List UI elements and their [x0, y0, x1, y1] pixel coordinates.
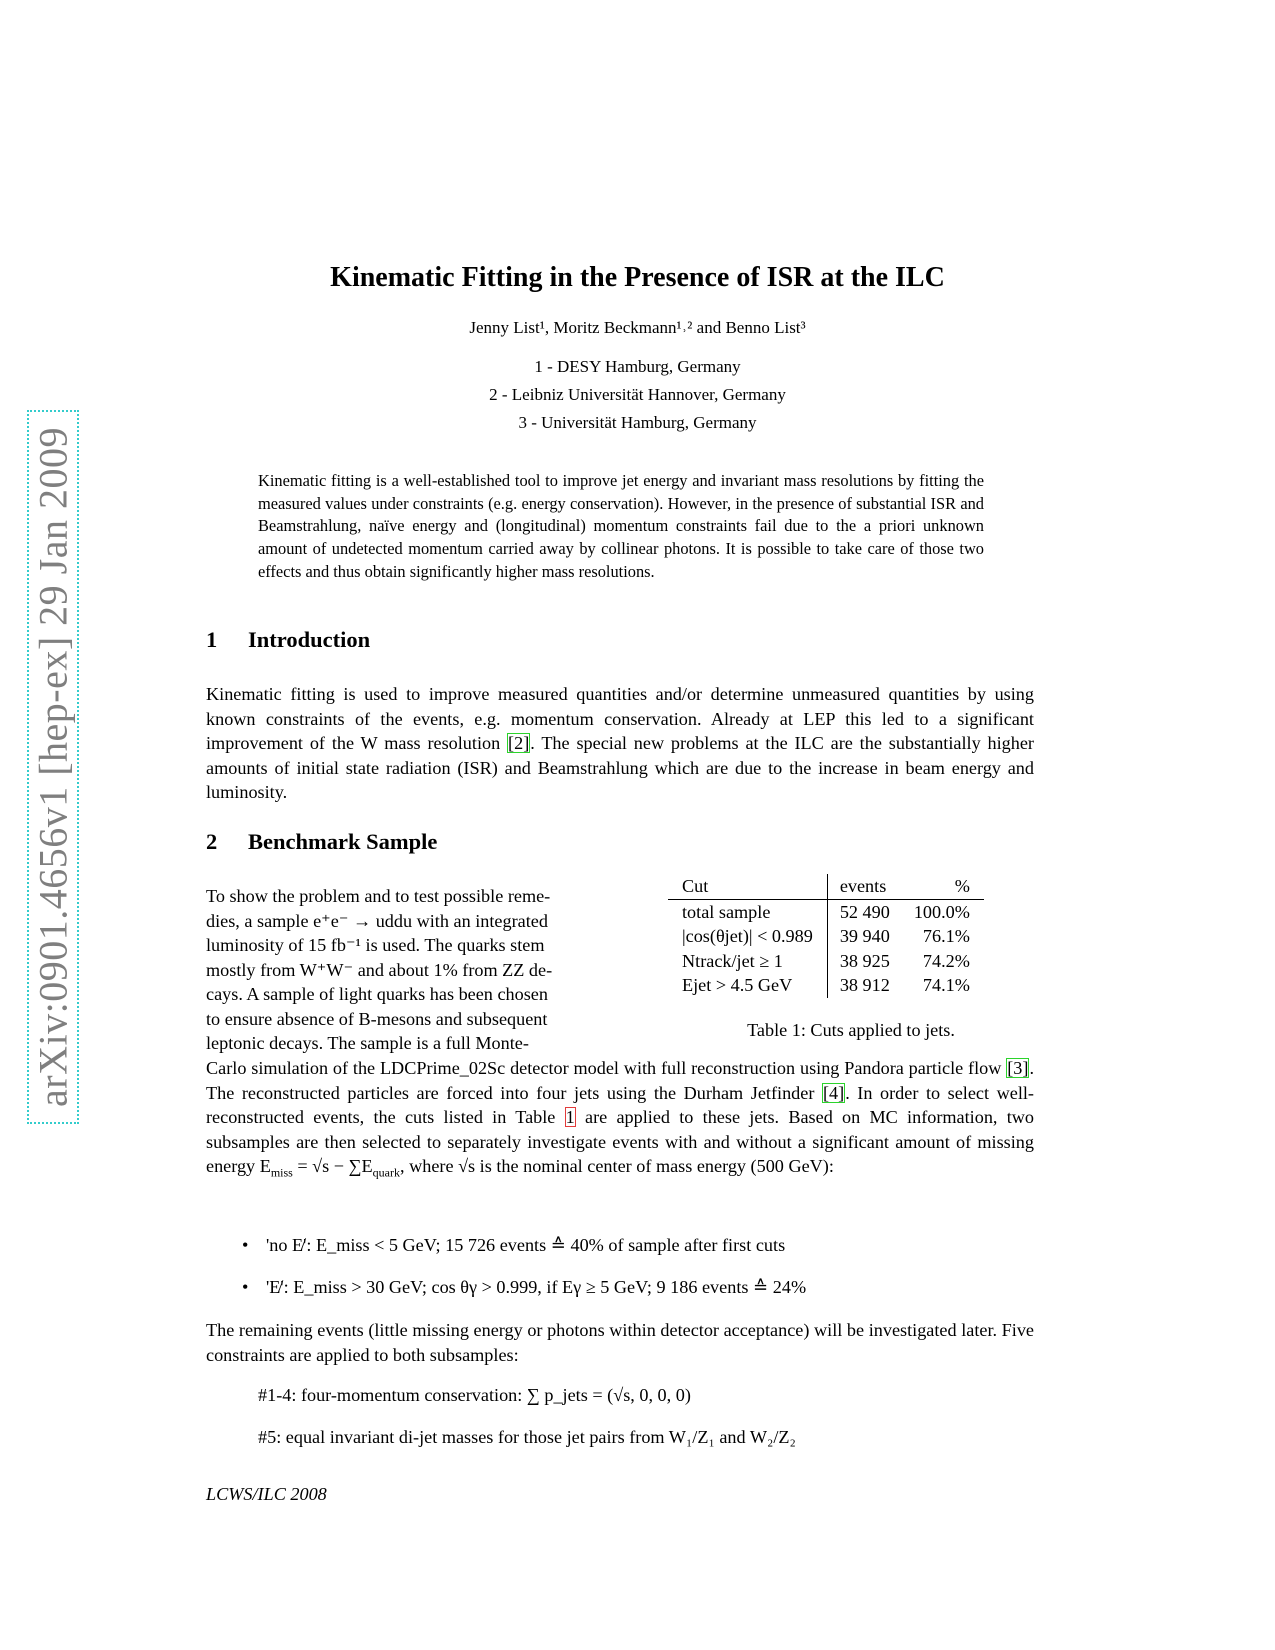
- text-line: to ensure absence of B-mesons and subsequent: [206, 1008, 548, 1029]
- author-list: Jenny List¹, Moritz Beckmann¹˒² and Benno List³: [469, 318, 806, 337]
- subscript: miss: [270, 1165, 293, 1180]
- table-row: Ejet > 4.5 GeV 38 912 74.1%: [668, 973, 984, 998]
- table-header-events: events: [827, 874, 902, 899]
- arxiv-identifier: arXiv:0901.4656v1 [hep-ex] 29 Jan 2009: [30, 427, 76, 1107]
- text-line: leptonic decays. The sample is a full Monte-: [206, 1033, 529, 1053]
- section-heading-benchmark: [206, 829, 437, 855]
- citation-link-2[interactable]: [2]: [508, 733, 530, 753]
- cuts-table: [668, 874, 984, 998]
- text-line: To show the problem and to test possible reme-: [206, 886, 551, 906]
- paper-title: Kinematic Fitting in the Presence of ISR at the ILC: [330, 262, 945, 293]
- intro-text-cont: . The special new problems at the ILC are the substantially higher amounts of initial state radiation (ISR) and Beamstrahlung which are due to the increase in beam energy and luminosity.: [206, 733, 1034, 802]
- intro-text: Kinematic fitting is used to improve measured quantities and/or determine unmeasured quantities by using known constraints of the events, e.g. momentum conservation. Already at LEP this led to a significant improvement of the W mass resolution: [206, 684, 1034, 753]
- remaining-events-paragraph: The remaining events (little missing energy or photons within detector acceptance) will be investigated later. Five constraints are applied to both subsamples:: [206, 1320, 1034, 1365]
- text-span: , where √s is the nominal center of mass energy (500 GeV):: [400, 1156, 834, 1176]
- constraint-dijet-mass: #5: equal invariant di-jet masses for those jet pairs from W₁/Z₁ and W₂/Z₂: [258, 1427, 796, 1447]
- table-row: total sample 52 490 100.0%: [668, 899, 984, 924]
- footer-conference: LCWS/ILC 2008: [206, 1484, 327, 1504]
- section-number: 1: [206, 627, 218, 652]
- citation-link-3[interactable]: [3]: [1007, 1058, 1029, 1078]
- table-header-cut: Cut: [668, 874, 827, 899]
- table-row: Ntrack/jet ≥ 1 38 925 74.2%: [668, 949, 984, 974]
- section-title: Benchmark Sample: [248, 829, 438, 854]
- text-span: Carlo simulation of the LDCPrime_02Sc detector model with full reconstruction using Pandora particle flow: [206, 1058, 1007, 1078]
- bullet-icon: •: [242, 1277, 249, 1297]
- text-line: mostly from W⁺W⁻ and about 1% from ZZ de-: [206, 959, 553, 980]
- affiliation-1: 1 - DESY Hamburg, Germany: [534, 357, 741, 376]
- text-line: cays. A sample of light quarks has been chosen: [206, 984, 548, 1004]
- text-span: . In order to select well-reconstructed events, the cuts listed in Table: [206, 1082, 1034, 1127]
- bullet-item-missing-energy: • 'E̸': E_miss > 30 GeV; cos θγ > 0.999, if Eγ ≥ 5 GeV; 9 186 events ≙ 24%: [242, 1277, 807, 1297]
- section-title: Introduction: [248, 627, 371, 652]
- table-header-percent: %: [902, 874, 984, 899]
- subscript: quark: [372, 1165, 400, 1180]
- constraint-four-momentum: #1-4: four-momentum conservation: ∑ p_jets = (√s, 0, 0, 0): [258, 1385, 691, 1405]
- citation-link-4[interactable]: [4]: [822, 1082, 845, 1103]
- affiliation-3: 3 - Universität Hamburg, Germany: [518, 413, 757, 432]
- benchmark-paragraph: [206, 1056, 1034, 1185]
- bullet-icon: •: [242, 1235, 249, 1255]
- affiliation-2: 2 - Leibniz Universität Hannover, Germany: [489, 385, 786, 404]
- text-line: dies, a sample e⁺e⁻ → uddu with an integrated: [206, 910, 548, 931]
- table-row: |cos(θjet)| < 0.989 39 940 76.1%: [668, 924, 984, 949]
- text-line: luminosity of 15 fb⁻¹ is used. The quarks stem: [206, 935, 545, 955]
- text-span: . The reconstructed particles are forced into four jets using the Durham Jetfinder: [206, 1058, 1034, 1103]
- arxiv-stamp: [27, 410, 79, 1124]
- bullet-item-no-missing-energy: • 'no E̸': E_miss < 5 GeV; 15 726 events ≙ 40% of sample after first cuts: [242, 1235, 786, 1255]
- abstract: Kinematic fitting is a well-established tool to improve jet energy and invariant mass resolutions by fitting the measured values under constraints (e.g. energy conservation). However, in the presence of substantial ISR and Beamstrahlung, naïve energy and (longitudinal) momentum constraints fail due to the a priori unknown amount of undetected momentum carried away by collinear photons. It is possible to take care of those two effects and thus obtain significantly higher mass resolutions.: [258, 471, 984, 581]
- benchmark-wrapped-lines: [206, 884, 640, 1056]
- section-heading-introduction: [206, 627, 370, 653]
- text-span: = √s − ∑E: [292, 1156, 373, 1176]
- table-caption: Table 1: Cuts applied to jets.: [747, 1020, 955, 1040]
- introduction-paragraph: [206, 682, 1034, 805]
- text-span: are applied to these jets. Based on MC information, two subsamples are then selected to separately investigate events with and without a significant amount of missing energy E: [206, 1107, 1035, 1176]
- table-reference-link[interactable]: 1: [565, 1107, 575, 1127]
- section-number: 2: [206, 829, 218, 854]
